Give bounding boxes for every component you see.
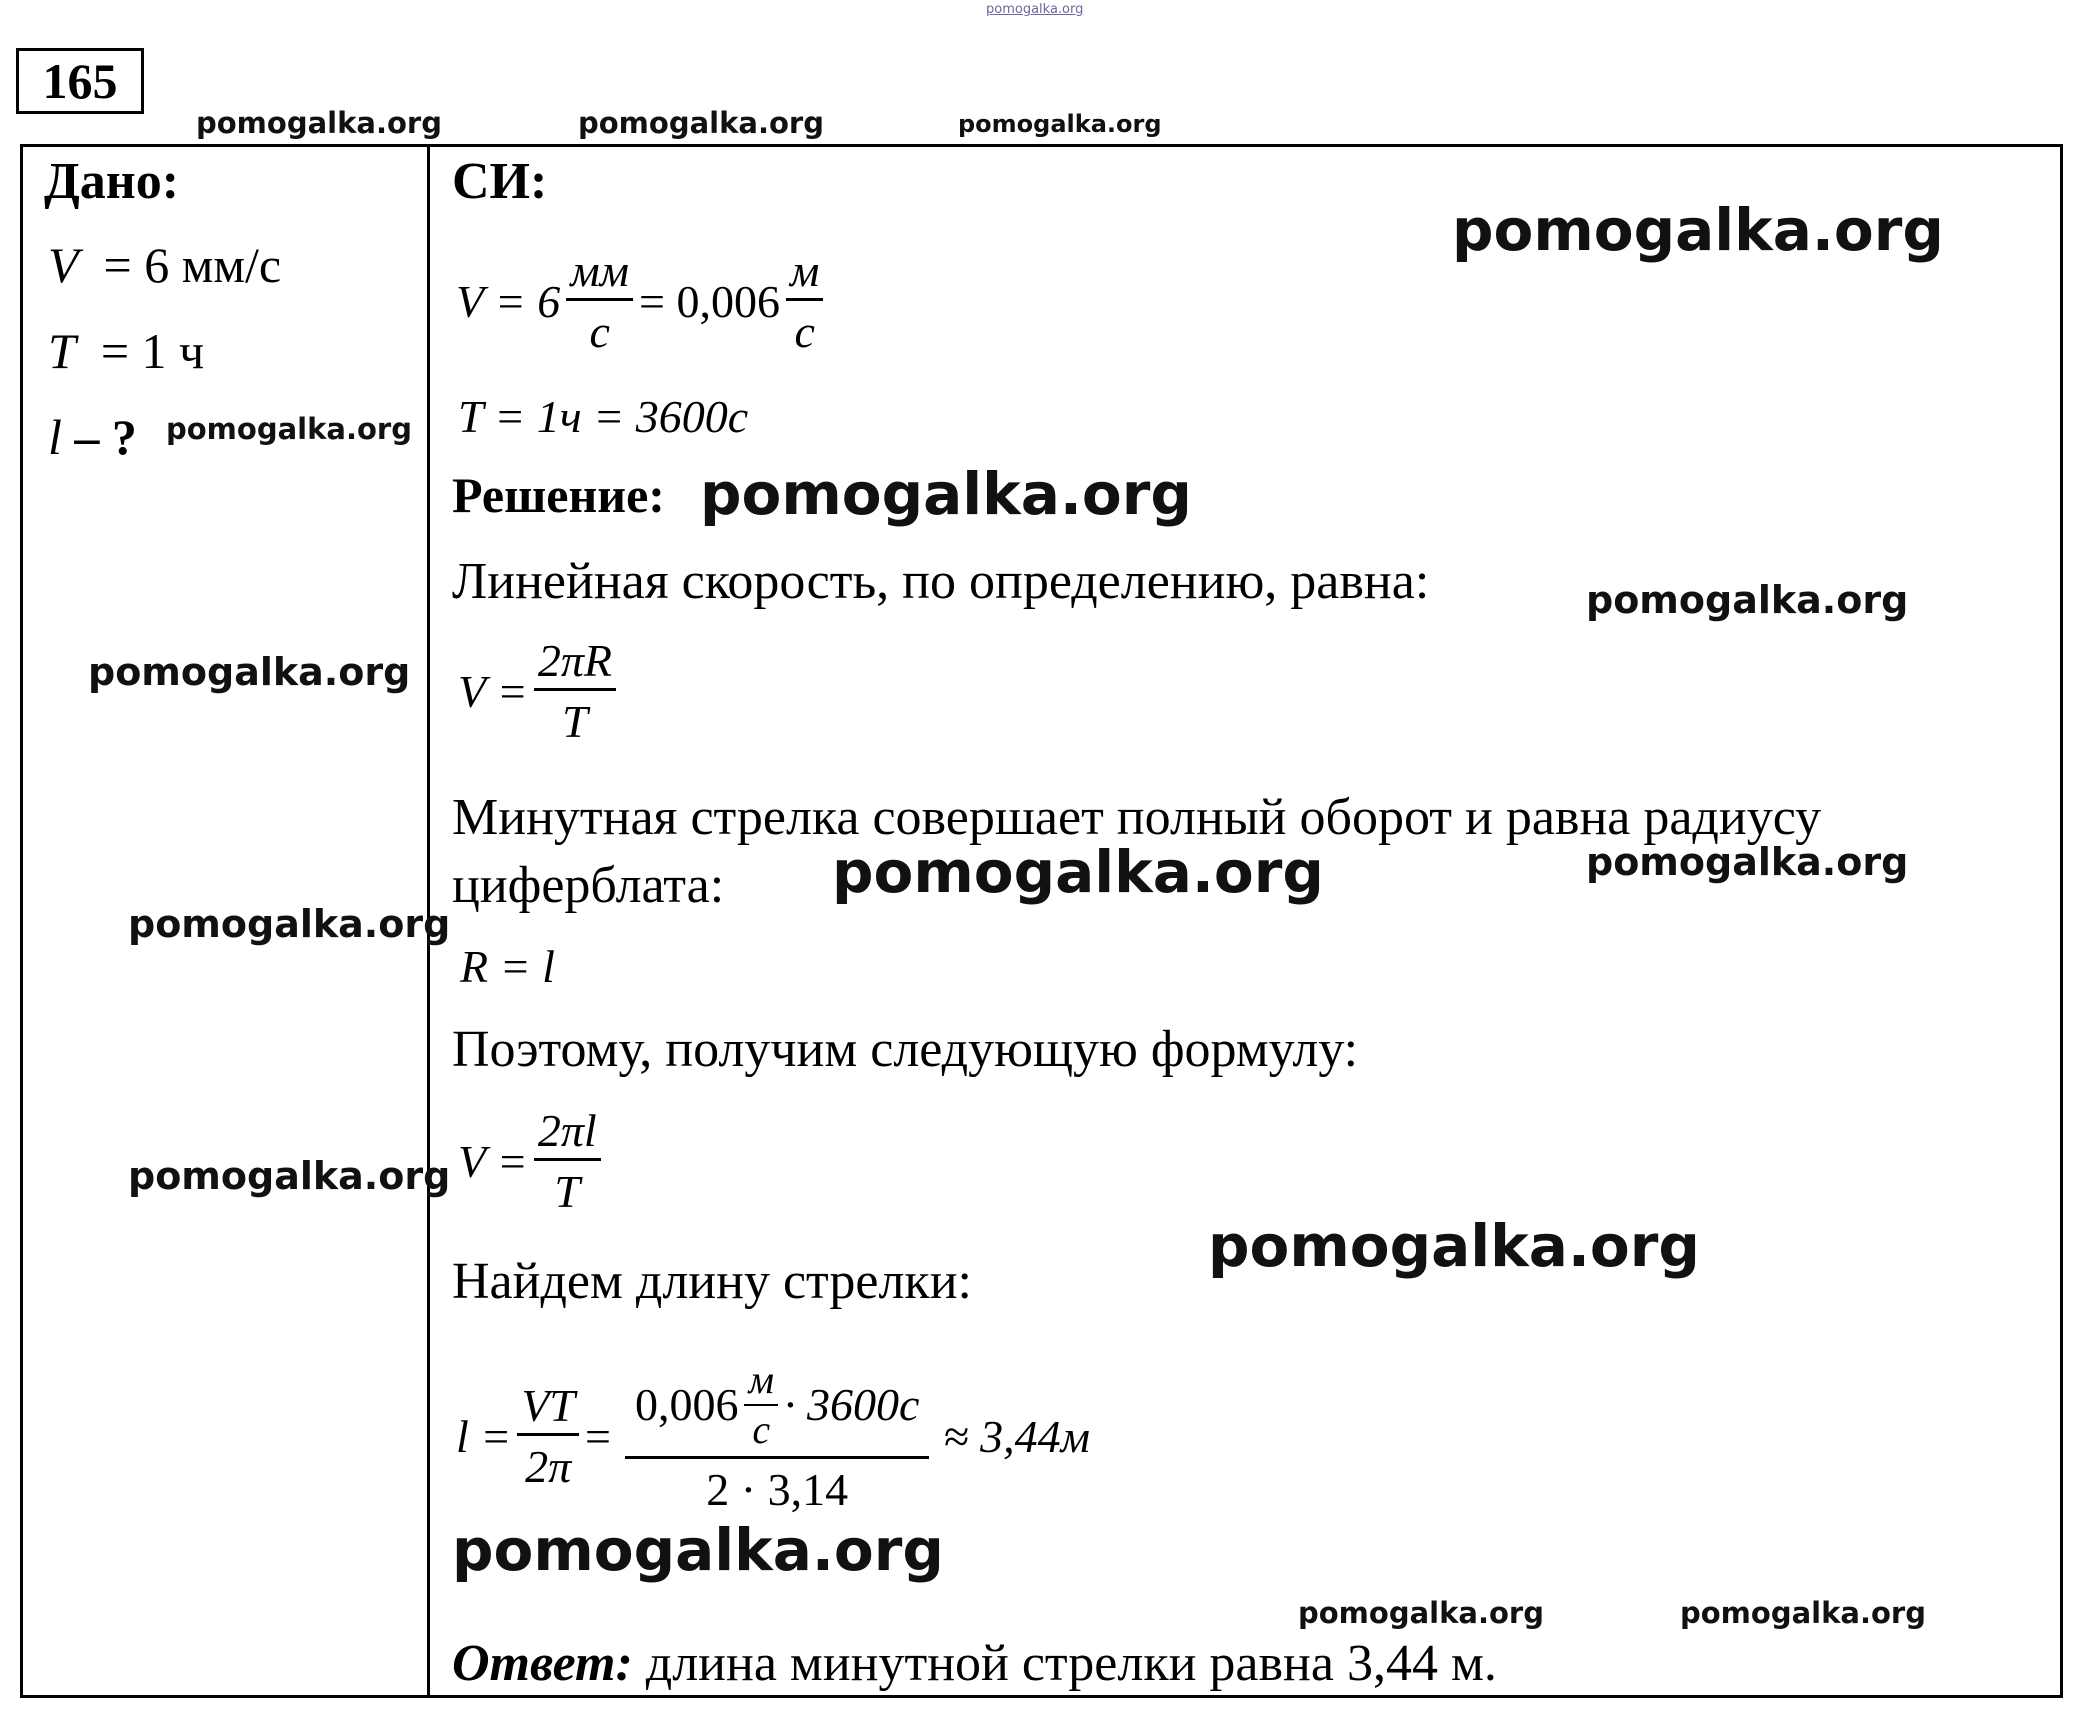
formula-length-result [456, 1357, 1091, 1515]
velocity-value: = 6 мм/с [103, 237, 282, 293]
given-velocity [48, 236, 281, 294]
formula-fraction [534, 1105, 601, 1217]
watermark: pomogalka.org [958, 110, 1162, 138]
fraction-denominator: 2π [525, 1441, 572, 1492]
formula-lhs: l = [456, 1411, 512, 1462]
unit-fraction-m-s [786, 245, 823, 357]
fraction-numerator: VT [517, 1383, 579, 1436]
watermark: pomogalka.org [700, 460, 1192, 528]
watermark: pomogalka.org [1680, 1596, 1926, 1630]
fraction-numerator [625, 1357, 929, 1459]
numerator-time: · 3600с [784, 1379, 920, 1430]
watermark: pomogalka.org [128, 1154, 451, 1198]
formula-result: ≈ 3,44м [943, 1411, 1091, 1462]
watermark: pomogalka.org [196, 106, 442, 140]
solution-line-4: Найдем длину стрелки: [452, 1253, 972, 1310]
time-value: = 1 ч [100, 323, 205, 379]
fraction-numerator: 2πR [534, 638, 616, 691]
formula-fraction-1 [517, 1380, 579, 1492]
unit-numerator: м [786, 248, 823, 301]
unit-fraction-m-s [744, 1357, 778, 1452]
unit-denominator: с [794, 306, 815, 357]
si-velocity-mid: = 0,006 [639, 276, 780, 327]
formula-fraction [534, 635, 616, 747]
answer-line [452, 1634, 1497, 1693]
answer-text: длина минутной стрелки равна 3,44 м. [645, 1635, 1497, 1692]
numerator-value: 0,006 [634, 1379, 739, 1430]
given-unknown [48, 408, 137, 466]
watermark: pomogalka.org [578, 106, 824, 140]
unknown-marker: – ? [74, 409, 137, 465]
formula-equals: = [585, 1411, 611, 1462]
velocity-symbol: V [48, 237, 79, 293]
formula-lhs: V = [458, 666, 528, 717]
solution-line-3: Поэтому, получим следующую формулу: [452, 1021, 1359, 1078]
si-time-conversion: T = 1ч = 3600с [458, 391, 749, 442]
formula-lhs: V = [458, 1136, 528, 1187]
watermark: pomogalka.org [452, 1516, 944, 1584]
unit-denominator: с [752, 1407, 771, 1452]
si-velocity-conversion [456, 245, 829, 357]
formula-linear-velocity [458, 635, 622, 747]
watermark: pomogalka.org [1298, 1596, 1544, 1630]
formula-fraction-2 [625, 1357, 929, 1515]
unit-numerator: м [744, 1360, 778, 1406]
unit-denominator: с [589, 306, 610, 357]
fraction-denominator: T [562, 696, 588, 747]
watermark: pomogalka.org [166, 412, 412, 446]
formula-velocity-length [458, 1105, 607, 1217]
fraction-numerator: 2πl [534, 1108, 601, 1161]
formula-radius-equals-length: R = l [460, 941, 555, 992]
solution-line-1: Линейная скорость, по определению, равна: [452, 553, 1430, 610]
answer-label: Ответ: [452, 1635, 633, 1692]
length-symbol: l [48, 409, 62, 465]
fraction-denominator: T [554, 1166, 581, 1217]
given-header: Дано: [44, 153, 180, 210]
watermark-top: pomogalka.org [986, 2, 1084, 17]
fraction-denominator: 2 · 3,14 [706, 1464, 849, 1515]
unit-fraction-mm-s [566, 245, 633, 357]
watermark: pomogalka.org [1208, 1212, 1700, 1280]
problem-number: 165 [16, 48, 144, 114]
watermark: pomogalka.org [1452, 196, 1944, 264]
watermark: pomogalka.org [1586, 578, 1909, 622]
solution-line-2b: циферблата: [452, 857, 725, 914]
given-time [48, 322, 204, 380]
si-velocity-lhs: V = 6 [456, 276, 561, 327]
watermark: pomogalka.org [88, 650, 411, 694]
solution-line-2a: Минутная стрелка совершает полный оборот и равна радиусу [452, 789, 1822, 846]
time-symbol: T [48, 323, 76, 379]
unit-numerator: мм [566, 248, 633, 301]
solution-header: Решение: [452, 467, 665, 523]
watermark: pomogalka.org [832, 838, 1324, 906]
watermark: pomogalka.org [128, 902, 451, 946]
si-header: СИ: [452, 153, 548, 210]
watermark: pomogalka.org [1586, 840, 1909, 884]
